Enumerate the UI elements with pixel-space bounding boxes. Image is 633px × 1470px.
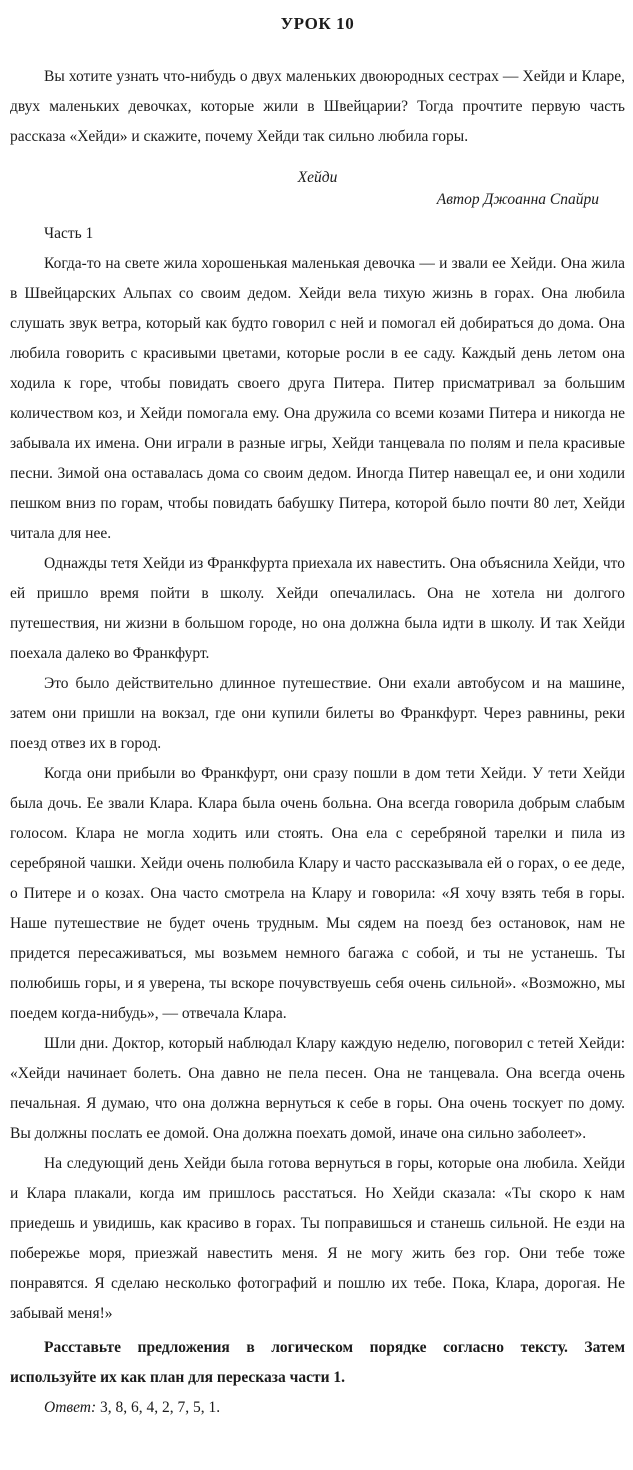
story-paragraph: Когда-то на свете жила хорошенькая маленькая девочка — и звали ее Хейди. Она жила в Швейцарских Альпах со своим дедом. Хейди вела тихую жизнь в горах. Она любила слушать звук ветра, который как будто говорил с ней и помогал ей добираться до дома. Она любила говорить с красивыми цветами, которые росли в ее саду. Каждый день летом она ходила к горе, чтобы повидать своего друга Питера. Питер присматривал за большим количеством коз, и Хейди помогала ему. Она дружила со всеми козами Питера и никогда не забывала их имена. Они играли в разные игры, Хейди танцевала по полям и пела красивые песни. Зимой она оставалась дома со своим дедом. Иногда Питер навещал ее, и они ходили пешком вниз по горам, чтобы повидать бабушку Питера, которой было почти 80 лет, Хейди читала для нее. [10,255,625,542]
lesson-title: УРОК 10 [280,14,355,33]
story-title: Хейди [297,169,338,186]
story-paragraph: На следующий день Хейди была готова вернуться в горы, которые она любила. Хейди и Клара плакали, когда им пришлось расстаться. Но Хейди сказала: «Ты скоро к нам приедешь и увидишь, как красиво в горах. Ты поправишься и станешь сильной. Не езди на побережье моря, приезжай навестить меня. Я не могу жить без гор. Они тебе тоже понравятся. Я сделаю несколько фотографий и пошлю их тебе. Пока, Клара, дорогая. Не забывай меня!» [10,1155,625,1322]
story-author: Автор Джоанна Спайри [436,191,599,208]
answer-line [10,1393,625,1423]
task-instruction: Расставьте предложения в логическом порядке согласно тексту. Затем используйте их как план для пересказа части 1. [10,1339,625,1386]
intro-paragraph: Вы хотите узнать что-нибудь о двух маленьких двоюродных сестрах — Хейди и Кларе, двух маленьких девочках, которые жили в Швейцарии? Тогда прочтите первую часть рассказа «Хейди» и скажите, почему Хейди так сильно любила горы. [10,68,625,145]
story-paragraph: Когда они прибыли во Франкфурт, они сразу пошли в дом тети Хейди. У тети Хейди была дочь. Ее звали Клара. Клара была очень больна. Она всегда говорила добрым слабым голосом. Клара не могла ходить или стоять. Она ела с серебряной тарелки и пила из серебряной чашки. Хейди очень полюбила Клару и часто рассказывала ей о горах, о ее деде, о Питере и о козах. Она часто смотрела на Клару и говорила: «Я хочу взять тебя в горы. Наше путешествие не будет очень трудным. Мы сядем на поезд без остановок, нам не придется пересаживаться, мы возьмем немного багажа с собой, и ты не устанешь. Ты полюбишь горы, и я уверена, ты вскоре почувствуешь себя очень сильной». «Возможно, мы поедем когда-нибудь», — отвечала Клара. [10,765,625,1022]
answer-label: Ответ: [44,1399,97,1416]
story-paragraph: Это было действительно длинное путешествие. Они ехали автобусом и на машине, затем они пришли на вокзал, где они купили билеты во Франкфурт. Через равнины, реки поезд отвез их в город. [10,675,625,752]
answer-value: 3, 8, 6, 4, 2, 7, 5, 1. [100,1399,221,1416]
part-label: Часть 1 [44,225,94,242]
story-paragraph: Однажды тетя Хейди из Франкфурта приехала их навестить. Она объяснила Хейди, что ей пришло время пойти в школу. Хейди опечалилась. Она не хотела ни долгого путешествия, ни жизни в большом городе, но она должна была идти в школу. И так Хейди поехала далеко во Франкфурт. [10,555,625,662]
story-paragraph: Шли дни. Доктор, который наблюдал Клару каждую неделю, поговорил с тетей Хейди: «Хейди начинает болеть. Она давно не пела песен. Она не танцевала. Она всегда очень печальная. Я думаю, что она должна вернуться к себе в горы. Она очень тоскует по дому. Вы должны послать ее домой. Она должна поехать домой, иначе она сильно заболеет». [10,1035,625,1142]
story-text [10,249,625,1329]
